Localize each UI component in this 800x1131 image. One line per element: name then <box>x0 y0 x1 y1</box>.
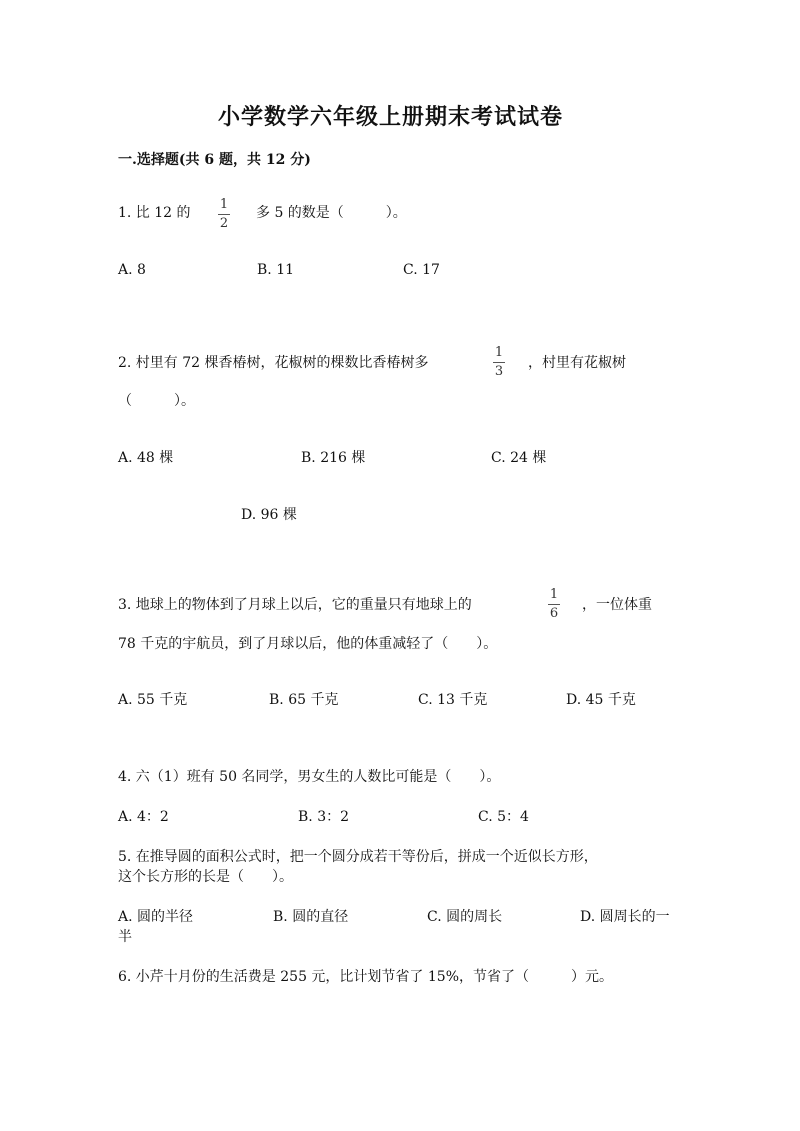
fraction-bar <box>218 214 230 215</box>
question-1-fraction <box>216 198 232 231</box>
question-5-option-d-wrap: 半 <box>118 929 132 945</box>
question-4-option-a[interactable]: A. 4：2 <box>118 809 169 825</box>
question-5-text-line2: 这个长方形的长是（ ）。 <box>118 869 293 885</box>
question-1-option-a[interactable]: A. 8 <box>118 262 146 278</box>
question-1-option-c[interactable]: C. 17 <box>403 262 440 278</box>
fraction-denominator: 3 <box>494 364 504 379</box>
question-5-option-c[interactable]: C. 圆的周长 <box>427 909 503 925</box>
question-5-option-a[interactable]: A. 圆的半径 <box>118 909 194 925</box>
question-4-option-b[interactable]: B. 3：2 <box>298 809 350 825</box>
question-5-text: 5. 在推导圆的面积公式时，把一个圆分成若干等份后，拼成一个近似长方形， <box>118 849 598 865</box>
question-2-text: 2. 村里有 72 棵香椿树，花椒树的棵数比香椿树多 <box>118 355 429 371</box>
question-3-text-line2: 78 千克的宇航员，到了月球以后，他的体重减轻了（ ）。 <box>118 636 498 652</box>
question-2-option-b[interactable]: B. 216 棵 <box>301 450 366 466</box>
question-5-option-b[interactable]: B. 圆的直径 <box>273 909 349 925</box>
question-2-answer-blank: （ ）。 <box>118 393 195 409</box>
fraction-denominator: 6 <box>549 606 559 621</box>
fraction-bar <box>548 604 560 605</box>
question-1-text: 1. 比 12 的 <box>118 205 191 221</box>
question-2-text-end: ，村里有花椒树 <box>528 355 626 371</box>
question-3-text-end: ，一位体重 <box>582 597 652 613</box>
question-6-text: 6. 小芹十月份的生活费是 255 元，比计划节省了 15%，节省了（ ）元。 <box>118 969 613 985</box>
question-4-text: 4. 六（1）班有 50 名同学，男女生的人数比可能是（ ）。 <box>118 769 501 785</box>
fraction-denominator: 2 <box>219 216 229 231</box>
section-heading: 一.选择题(共 6 题，共 12 分) <box>118 152 311 168</box>
question-1-option-b[interactable]: B. 11 <box>257 262 295 278</box>
question-1-text-end: 多 5 的数是（ ）。 <box>256 205 407 221</box>
question-3-option-d[interactable]: D. 45 千克 <box>566 692 636 708</box>
fraction-bar <box>493 362 505 363</box>
page-title: 小学数学六年级上册期末考试试卷 <box>218 104 564 130</box>
question-3-option-c[interactable]: C. 13 千克 <box>418 692 488 708</box>
question-2-option-a[interactable]: A. 48 棵 <box>118 450 174 466</box>
question-4-option-c[interactable]: C. 5：4 <box>478 809 529 825</box>
question-2-option-d[interactable]: D. 96 棵 <box>241 507 297 523</box>
question-2-option-c[interactable]: C. 24 棵 <box>491 450 547 466</box>
fraction-numerator: 1 <box>219 197 229 212</box>
question-3-fraction <box>546 588 562 621</box>
question-3-option-b[interactable]: B. 65 千克 <box>269 692 339 708</box>
question-3-option-a[interactable]: A. 55 千克 <box>118 692 188 708</box>
fraction-numerator: 1 <box>549 587 559 602</box>
question-2-fraction <box>491 346 507 379</box>
fraction-numerator: 1 <box>494 345 504 360</box>
question-5-option-d[interactable]: D. 圆周长的一 <box>580 909 670 925</box>
question-3-text: 3. 地球上的物体到了月球上以后，它的重量只有地球上的 <box>118 597 472 613</box>
